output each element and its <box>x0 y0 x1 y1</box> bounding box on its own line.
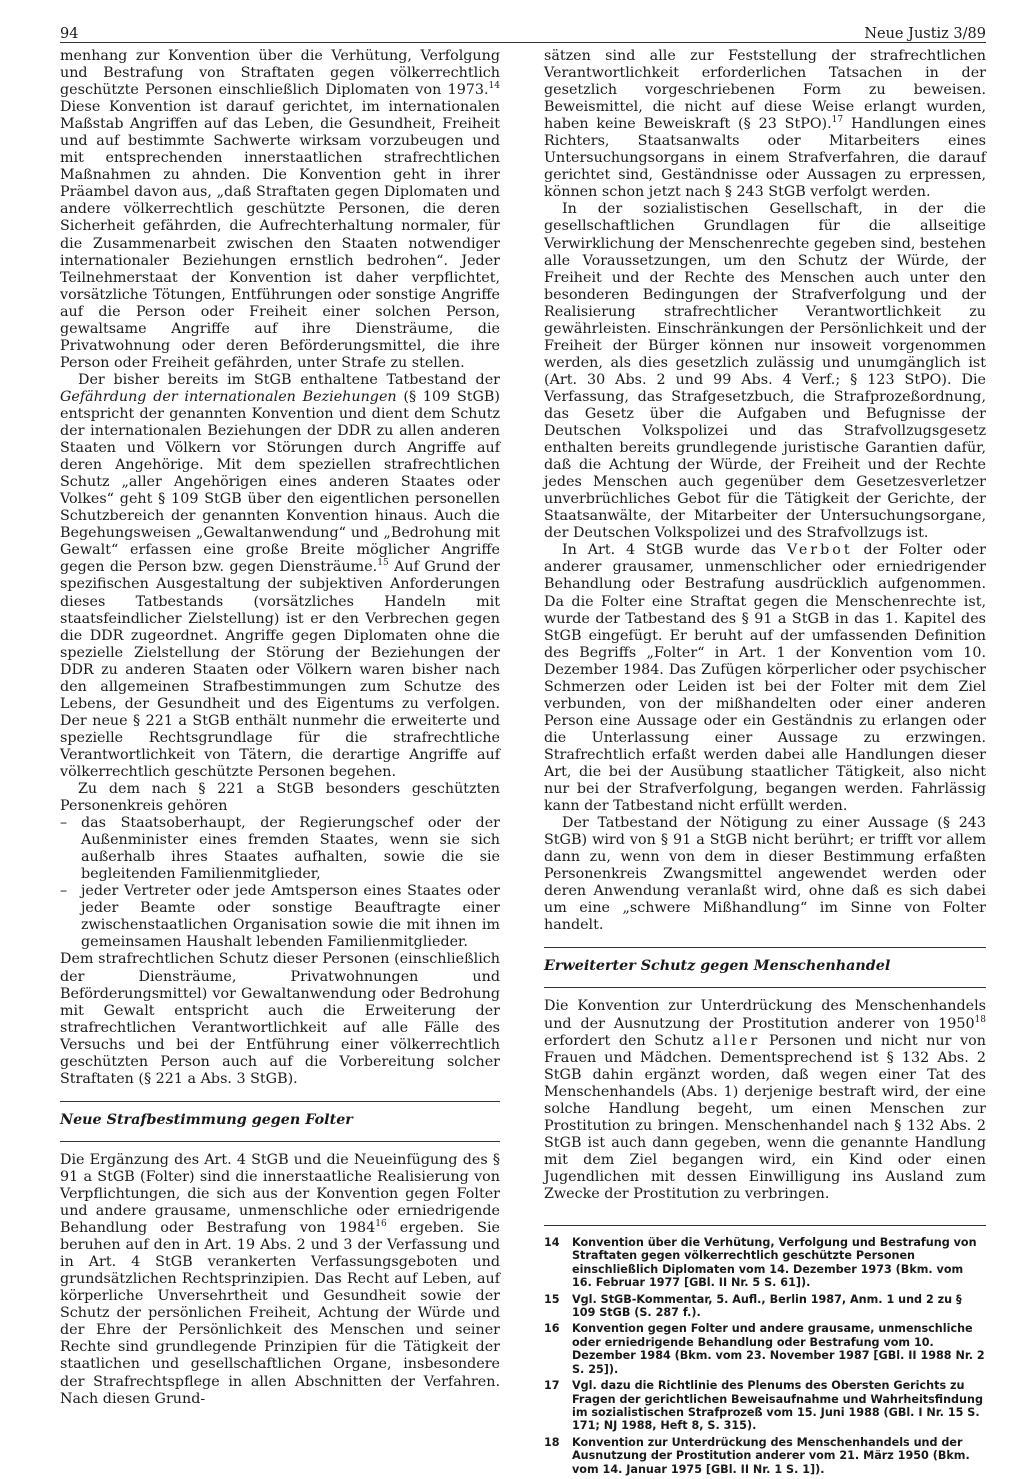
footnote-ref[interactable]: 15 <box>377 558 389 569</box>
footnote-text: Konvention über die Verhütung, Verfolgung und Bestrafung von Straftaten gegen völkerrechtlich geschützte Personen einschließlich Diplomaten vom 14. Dezember 1973 (Bkm. vom 16. Februar 1977 [GBl. II Nr. 5 S. 61]). <box>572 1236 977 1290</box>
footnote-ref[interactable]: 17 <box>831 115 844 126</box>
section-heading-folter: Neue Strafbestimmung gegen Folter <box>60 1101 500 1142</box>
footnote <box>544 1322 986 1376</box>
paragraph: In der sozialistischen Gesellschaft, in der die gesellschaftlichen Grundlagen für die allseitige Verwirklichung der Menschenrechte gegeben sind, bestehen alle Voraussetzungen, um den Schutz der Würde, der Freiheit und der Rechte des Menschen auch unter den besonderen Bedingungen der Strafverfolgung und der Realisierung strafrechtlicher Verantwortlichkeit zu gewährleisten. Einschränkungen der Persönlichkeit und der Freiheit der Bürger können nur insoweit vorgenommen werden, als dies gesetzlich zulässig und unumgänglich ist (Art. 30 Abs. 2 und 99 Abs. 4 Verf.; § 123 StPO). Die Verfassung, das Strafgesetzbuch, die Strafprozeßordnung, das Gesetz über die Aufgaben und Befugnisse der Deutschen Volkspolizei und das Strafvollzugsgesetz enthalten bereits grundlegende juristische Garantien dafür, daß die Achtung der Würde, der Freiheit und der Rechte jedes Menschen auch gegenüber dem Gesetzesverletzer unverbrüchliches Gebot für die Tätigkeit der Gerichte, der Staatsanwälte, der Mitarbeiter der Untersuchungsorgane, der Deutschen Volkspolizei und des Strafvollzugs ist. <box>544 201 986 542</box>
left-column <box>60 48 500 1408</box>
footnote-text: Konvention zur Unterdrückung des Menschenhandels und der Ausnutzung der Prostitution anderer vom 21. März 1950 (Bkm. vom 14. Januar 1975 [GBl. II Nr. 1 S. 1]). <box>572 1435 970 1476</box>
footnote-text: Konvention gegen Folter und andere grausame, unmenschliche oder erniedrigende Behandlung oder Bestrafung vom 10. Dezember 1984 (Bkm. vom 23. November 1987 [GBl. II 1988 Nr. 2 S. 25]). <box>572 1322 985 1376</box>
footnote-number: 16 <box>544 1322 560 1336</box>
paragraph: Der Tatbestand der Nötigung zu einer Aussage (§ 243 StGB) wird von § 91 a StGB nicht berührt; er trifft vor allem dann zu, wenn von dem in dieser Bestimmung erfaßten Personenkreis Zwangsmittel angewendet werden oder deren Anwendung veranlaßt wird, ohne daß es sich dabei um eine „schwere Mißhandlung“ im Sinne von Folter handelt. <box>544 815 986 934</box>
right-column <box>544 48 986 1479</box>
footnote-ref[interactable]: 16 <box>375 1219 387 1230</box>
footnote <box>544 1379 986 1433</box>
footnote-text: Vgl. StGB-Kommentar, 5. Aufl., Berlin 1987, Anm. 1 und 2 zu § 109 StGB (S. 287 f.). <box>572 1292 962 1320</box>
paragraph: sätzen sind alle zur Feststellung der strafrechtlichen Verantwortlichkeit erforderlichen Tatsachen in der gesetzlich vorgeschriebenen Form zu beweisen. Beweismittel, die nicht auf diese Weise erlangt wurden, haben keine Beweiskraft (§ 23 StPO).$^{17}$ Handlungen eines Richters, Staatsanwalts oder Mitarbeiters eines Untersuchungsorgans in einem Strafverfahren, die darauf gerichtet sind, Geständnisse oder Aussagen zu erpressen, können schon jetzt nach § 243 StGB verfolgt werden. <box>544 48 986 201</box>
footnote-number: 18 <box>544 1435 560 1449</box>
paragraph: In Art. 4 StGB wurde das Verbot der Folter oder anderer grausamer, unmenschlicher oder erniedrigender Behandlung oder Bestrafung ausdrücklich aufgenommen. Da die Folter eine Straftat gegen die Menschenrechte ist, wurde der Tatbestand des § 91 a StGB in das 1. Kapitel des StGB eingefügt. Er beruht auf der umfassenden Definition des Begriffs „Folter“ in Art. 1 der Konvention vom 10. Dezember 1984. Das Zufügen körperlicher oder psychischer Schmerzen oder Leiden ist bei der Folter mit dem Ziel verbunden, von der mißhandelten oder einer anderen Person eine Aussage oder ein Geständnis zu erlangen oder die Unterlassung einer Aussage zu erzwingen. Strafrechtlich erfaßt werden dabei alle Handlungen dieser Art, die bei der Ausübung staatlicher Tätigkeit, also nicht nur bei der Strafverfolgung, begangen werden. Fahrlässig kann der Tatbestand nicht erfüllt werden. <box>544 542 986 815</box>
paragraph: menhang zur Konvention über die Verhütung, Verfolgung und Bestrafung von Straftaten gegen völkerrechtlich geschützte Personen einschließlich Diplomaten von 1973.14 Diese Konvention ist darauf gerichtet, im internationalen Maßstab Angriffen auf das Leben, die Gesundheit, Freiheit und auf bestimmte Sachwerte wirksam vorzubeugen und mit entsprechenden innerstaatlichen strafrechtlichen Maßnahmen zu ahnden. Die Konvention geht in ihrer Präambel davon aus, „daß Straftaten gegen Diplomaten und andere völkerrechtlich geschützte Personen, die deren Sicherheit gefährden, die Aufrechterhaltung normaler, für die Zusammenarbeit zwischen den Staaten notwendiger internationaler Beziehungen ernstlich bedrohen“. Jeder Teilnehmerstaat der Konvention ist daher verpflichtet, vorsätzliche Tötungen, Entführungen oder sonstige Angriffe auf die Person oder Freiheit einer solchen Person, gewaltsame Angriffe auf ihre Diensträume, die Privatwohnung oder deren Beförderungsmittel, die ihre Person oder Freiheit gefährden, unter Strafe zu stellen. <box>60 48 500 371</box>
page-number: 94 <box>60 26 79 42</box>
paragraph: Der bisher bereits im StGB enthaltene Tatbestand der Gefährdung der internationalen Beziehungen (§ 109 StGB) entspricht der genannten Konvention und dient dem Schutz der internationalen Beziehungen der DDR zu allen anderen Staaten und Völkern vor Störungen durch Angriffe auf deren Angehörige. Mit dem speziellen strafrechtlichen Schutz „aller Angehörigen eines anderen Staates oder Volkes“ geht § 109 StGB über den eigentlichen personellen Schutzbereich der genannten Konvention hinaus. Auch die Begehungsweisen „Gewaltanwendung“ und „Bedrohung mit Gewalt“ erfassen eine große Breite möglicher Angriffe gegen die Person bzw. gegen Diensträume.$^{15}$ Auf Grund der spezifischen Ausgestaltung der subjektiven Anforderungen dieses Tatbestands (vorsätzliches Handeln mit staatsfeindlicher Zielstellung) ist er den Verbrechen gegen die DDR zugeordnet. Angriffe gegen Diplomaten ohne die spezielle Zielstellung der Störung der Beziehungen der DDR zu anderen Staaten oder Völkern waren bisher nach den allgemeinen Strafbestimmungen zum Schutze des Lebens, der Gesundheit und des Eigentums zu verfolgen. Der neue § 221 a StGB enthält nunmehr die erweiterte und spezielle Rechtsgrundlage für die strafrechtliche Verantwortlichkeit von Tätern, die derartige Angriffe auf völkerrechtlich geschützte Personen begehen. <box>60 371 500 780</box>
section-heading-menschenhandel: Erweiterter Schutz gegen Menschenhandel <box>544 947 986 988</box>
list-item: – jeder Vertreter oder jede Amtsperson eines Staates oder jeder Beamte oder sonstige Beauftragte einer zwischenstaatlichen Organisation sowie die mit ihnen im gemeinsamen Haushalt lebenden Familienmitglieder. <box>60 883 500 951</box>
footnote-text: Vgl. dazu die Richtlinie des Plenums des Obersten Gerichts zu Fragen der gerichtlichen Beweisaufnahme und Wahrheitsfindung im sozialistischen Strafprozeß vom 15. Juni 1988 (GBl. I Nr. 15 S. 171; NJ 1988, Heft 8, S. 315). <box>572 1379 983 1433</box>
list-item: – das Staatsoberhaupt, der Regierungschef oder der Außenminister eines fremden Staates, wenn sie sich außerhalb ihres Staates aufhalten, sowie die sie begleitenden Familienmitglieder, <box>60 815 500 883</box>
paragraph: Die Konvention zur Unterdrückung des Menschenhandels und der Ausnutzung der Prostitution anderer von 1950$^{18}$ erfordert den Schutz aller Personen und nicht nur von Frauen und Mädchen. Dementsprechend ist § 132 Abs. 2 StGB dahin ergänzt worden, daß wegen einer Tat des Menschenhandels (Abs. 1) derjenige bestraft wird, der eine solche Handlung begeht, um einen Menschen zur Prostitution zu bringen. Menschenhandel nach § 132 Abs. 2 StGB ist auch dann gegeben, wenn die genannte Handlung mit dem Ziel begangen wird, ein Kind oder einen Jugendlichen mit dessen Einwilligung ins Ausland zum Zwecke der Prostitution zu verbringen. <box>544 998 986 1202</box>
paragraph: Dem strafrechtlichen Schutz dieser Personen (einschließlich der Diensträume, Privatwohnungen und Beförderungsmittel) vor Gewaltanwendung oder Bedrohung mit Gewalt entspricht auch die Erweiterung der strafrechtlichen Verantwortlichkeit auf alle Fälle des Versuchs und bei der Entführung einer völkerrechtlich geschützten Person auch auf die Vorbereitung solcher Straftaten (§ 221 a Abs. 3 StGB). <box>60 951 500 1087</box>
footnote <box>544 1236 986 1290</box>
page-header <box>60 18 986 43</box>
footnotes <box>544 1225 986 1476</box>
journal-issue: Neue Justiz 3/89 <box>864 26 986 42</box>
footnote-number: 14 <box>544 1236 560 1250</box>
protected-persons-list <box>60 815 500 951</box>
footnote <box>544 1293 986 1320</box>
paragraph: Die Ergänzung des Art. 4 StGB und die Neueinfügung des § 91 a StGB (Folter) sind die innerstaatliche Realisierung von Verpflichtungen, die sich aus der Konvention gegen Folter und andere grausame, unmenschliche oder erniedrigende Behandlung oder Bestrafung von 1984$^{16}$ ergeben. Sie beruhen auf den in Art. 19 Abs. 2 und 3 der Verfassung und in Art. 4 StGB verankerten Verfassungsgeboten und grundsätzlichen Rechtsprinzipien. Das Recht auf Leben, auf körperliche Unversehrtheit und Gesundheit sowie der Schutz der persönlichen Freiheit, Achtung der Würde und der Ehre der Persönlichkeit des Menschen und seiner Rechte sind grundlegende Prinzipien für die Tätigkeit der staatlichen und gesellschaftlichen Organe, insbesondere der Strafrechtspflege in allen Abschnitten der Verfahren. Nach diesen Grund- <box>60 1151 500 1407</box>
footnote-ref[interactable]: 14 <box>488 81 500 92</box>
footnote-ref[interactable]: 18 <box>974 1014 986 1025</box>
footnote-number: 17 <box>544 1379 560 1393</box>
footnote-number: 15 <box>544 1292 560 1306</box>
paragraph: Zu dem nach § 221 a StGB besonders geschützten Personenkreis gehören <box>60 781 500 815</box>
